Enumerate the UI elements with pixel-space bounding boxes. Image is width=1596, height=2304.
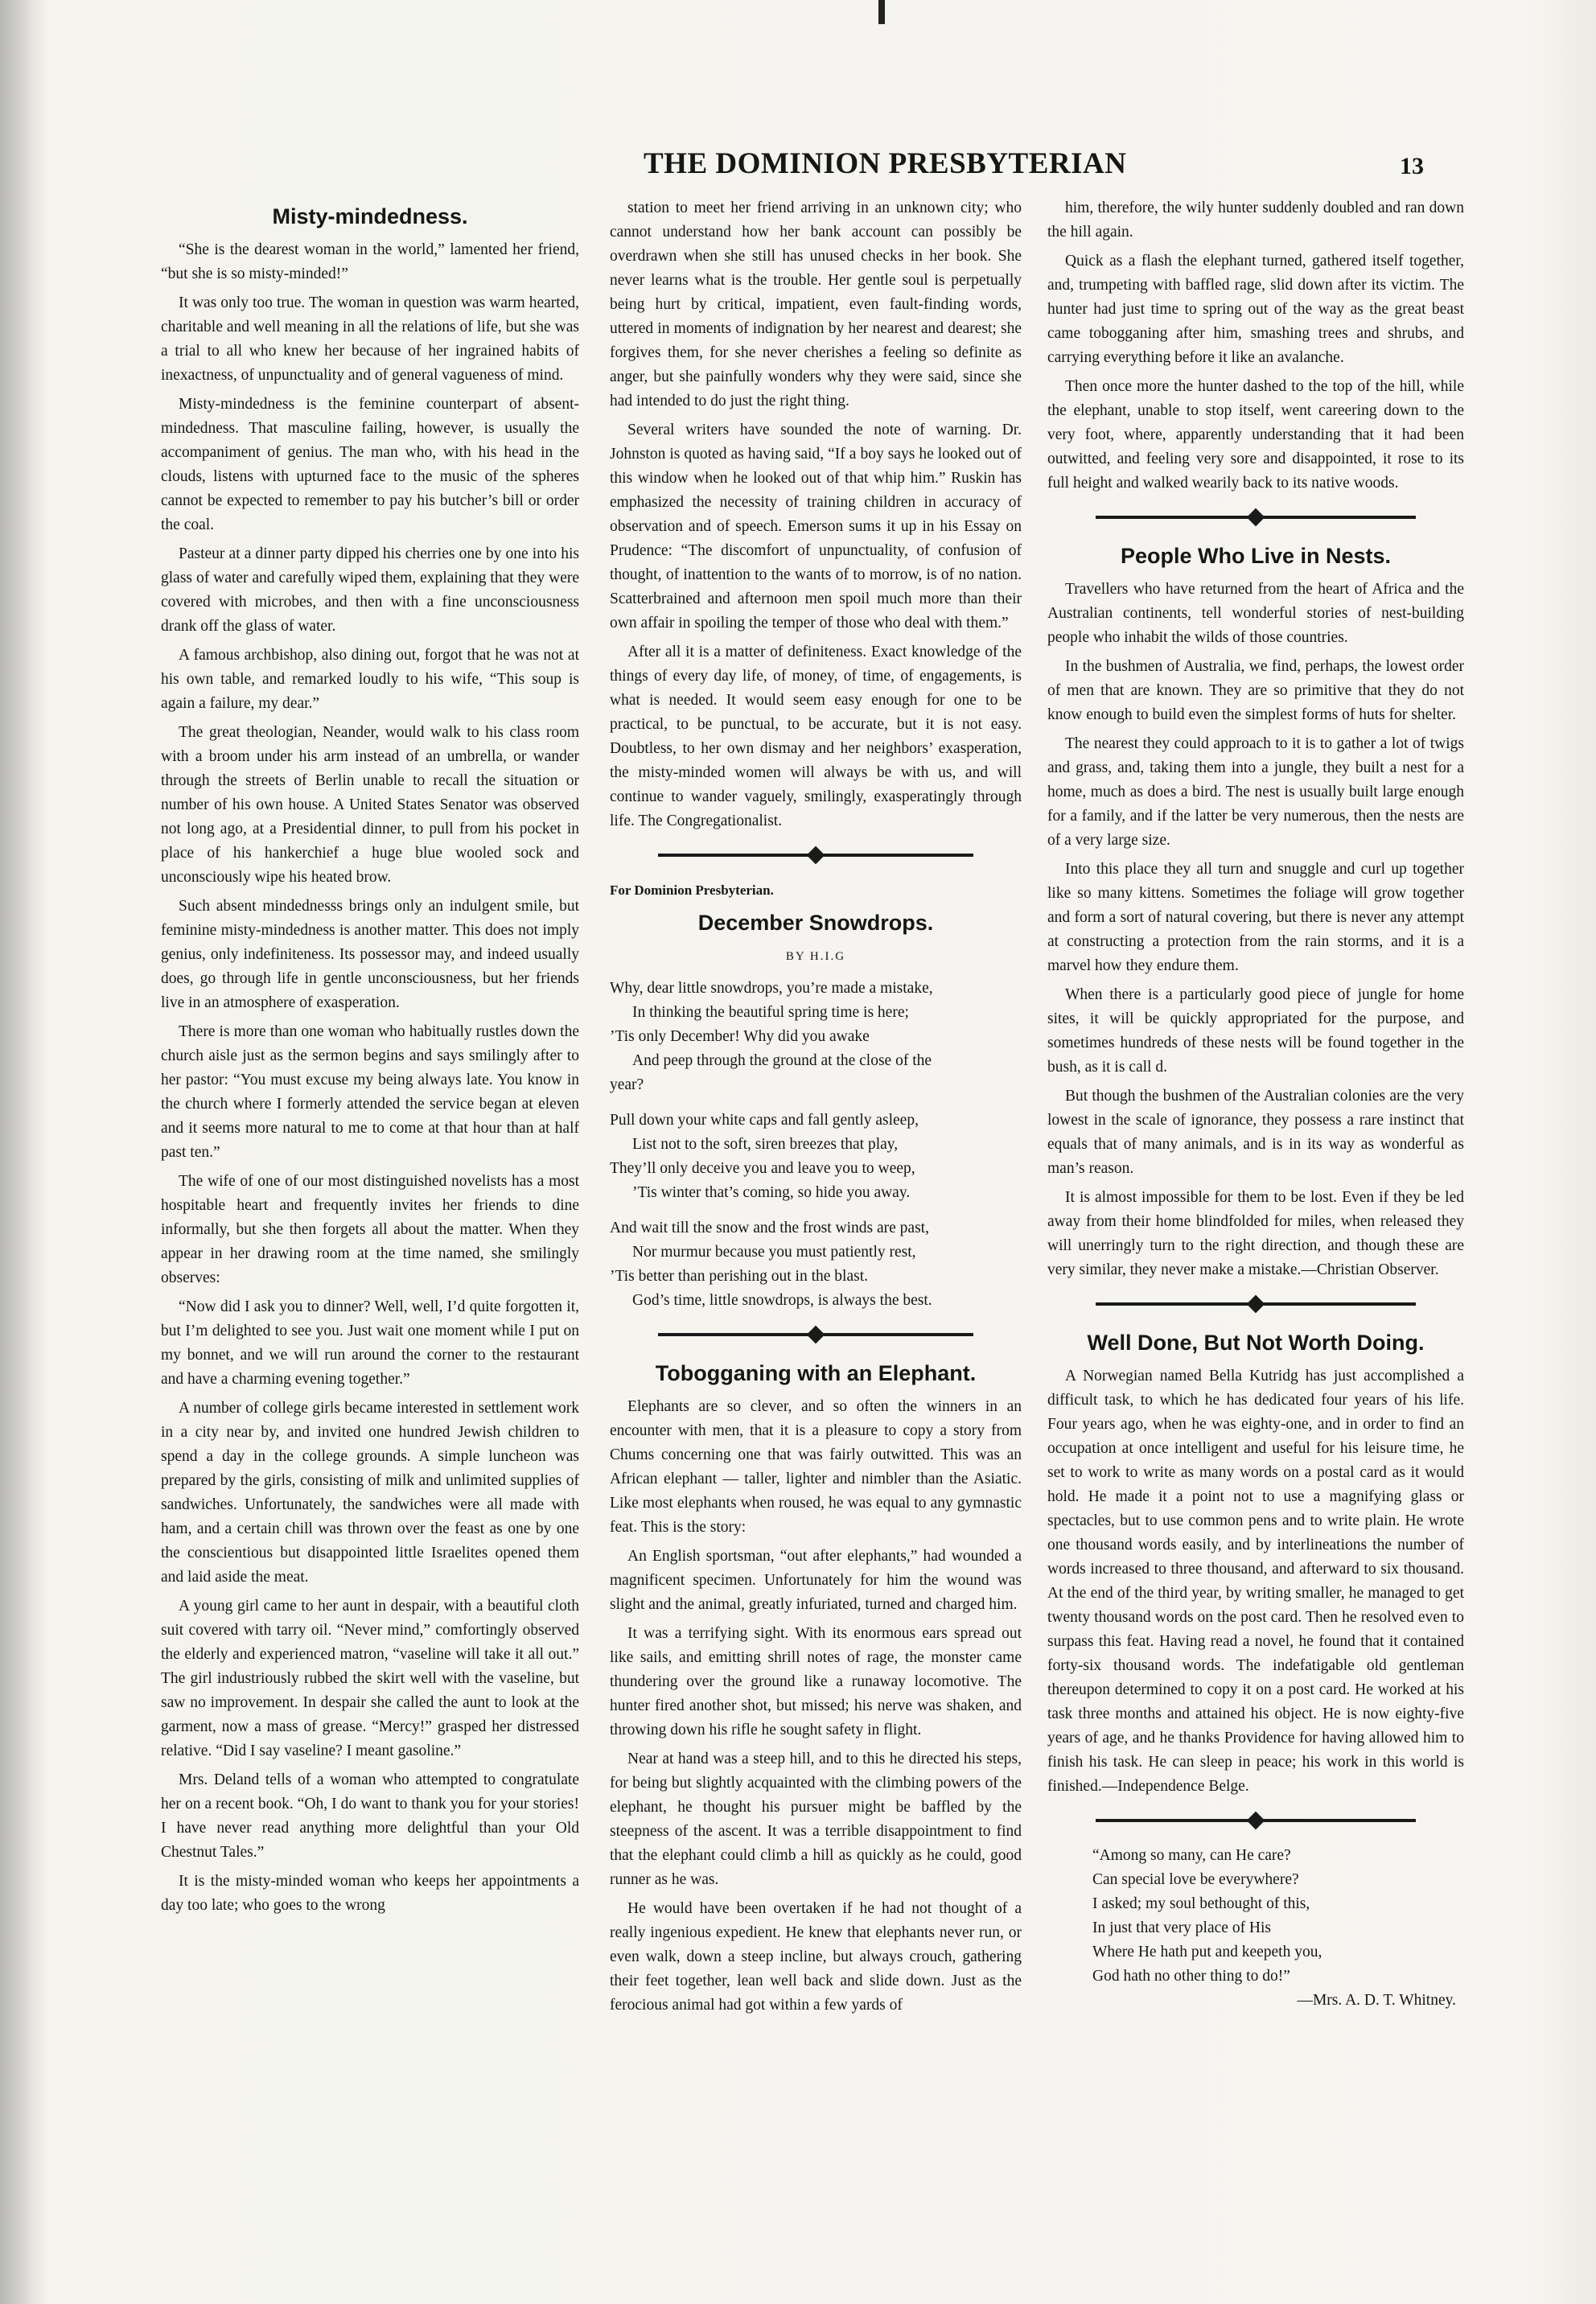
- quote-line: God hath no other thing to do!”: [1092, 1968, 1290, 1985]
- section-divider: [1096, 1812, 1416, 1829]
- paragraph: It was only too true. The woman in question was warm hearted, charitable and well meaning in all the relations of life, but she was a trial to all who knew her because of her ingrained habits of inexactness, of unpunctuality and of general vagueness of mind.: [161, 294, 579, 384]
- poem-line: List not to the soft, siren breezes that play,: [632, 1136, 899, 1153]
- column-1: [161, 196, 579, 2232]
- paragraph: A Norwegian named Bella Kutridg has just accomplished a difficult task, to which he has dedicated four years of his life. Four years ago, when he was eighty-one, and in order to find an occupation at once intelligent and useful for his leisure time, he set to work to write as many words on a postal card as it would hold. He made it a point not to use a magnifying glass or spectacles, but to use common pens and to write plain. He wrote one thousand words easily, and by interlineations the number of words increased to three thousand, and afterward to six thousand. At the end of the third year, by writing smaller, he managed to get twenty thousand words on the post card. Then he resolved even to surpass this feat. Having read a novel, he found that it contained forty-six thousand words. The indefatigable old gentleman thereupon determined to copy it on a post card. He worked at his task three months and attained his object. He is now eighty-five years of age, and he thanks Providence for having allowed him to finish his task. He can sleep in peace; his work in this world is finished.—Independence Belge.: [1047, 1368, 1464, 1795]
- paragraph: But though the bushmen of the Australian colonies are the very lowest in the scale of ignorance, they possess a rare instinct that equals that of many animals, and is in its way as wonderful as man’s reason.: [1047, 1088, 1464, 1177]
- poem-byline: BY H.I.G: [785, 950, 846, 963]
- poem-line: And wait till the snow and the frost winds are past,: [610, 1220, 929, 1236]
- paragraph: It was a terrifying sight. With its enormous ears spread out like sails, and emitting shrill notes of rage, the monster came thundering over the ground like a runaway locomotive. The hunter fired another shot, but missed; his nerve was shaken, and throwing down his rifle he sought safety in flight.: [610, 1625, 1022, 1738]
- paragraph: It is the misty-minded woman who keeps her appointments a day too late; who goes to the wrong: [161, 1873, 579, 1914]
- article-headline-elephant: Tobogganing with an Elephant.: [655, 1361, 977, 1385]
- section-divider: [1096, 508, 1416, 526]
- poem-stanza: [610, 977, 1022, 1097]
- paragraph: A number of college girls became interested in settlement work in a city near by, and invited one hundred Jewish children to spend a day in the college grounds. A simple luncheon was prepared by the girls, consisting of milk and unlimited supplies of sandwiches. Unfortunately, the sandwiches were all made with ham, and a certain chill was thrown over the feast as one by one the conscientious but disappointed little Israelites opened them and laid aside the meat.: [161, 1400, 579, 1586]
- paragraph: Travellers who have returned from the heart of Africa and the Australian continents, tell wonderful stories of nest-building people who inhabit the wilds of those countries.: [1047, 581, 1464, 646]
- paragraph: Then once more the hunter dashed to the top of the hill, while the elephant, unable to stop itself, went careering down to the very foot, where, apparently understanding that it had been outwitted, and feeling very sore and disappointed, it rose to its full height and walked wearily back to its native woods.: [1047, 378, 1464, 492]
- paragraph: He would have been overtaken if he had not thought of a really ingenious expedient. He knew that elephants never run, or even walk, down a steep incline, but always crouch, gathering their feet together, lean well back and slide down. Just as the ferocious animal had got within a few yards of: [610, 1900, 1022, 2014]
- paragraph: A famous archbishop, also dining out, forgot that he was not at his own table, and remarked loudly to his wife, “This soup is again a failure, my dear.”: [161, 647, 579, 712]
- poem-line: Pull down your white caps and fall gently asleep,: [610, 1112, 919, 1129]
- paragraph: Such absent mindednesss brings only an indulgent smile, but feminine misty-mindedness is another matter. This does not imply genius, only indefiniteness. Its possessor may, and indeed usually does, go through life in gentle unconsciousness, but her friends live in an atmosphere of exasperation.: [161, 898, 579, 1011]
- quote-lines: [1047, 1844, 1464, 1989]
- poem-line: ’Tis only December! Why did you awake: [610, 1028, 870, 1045]
- newspaper-title: THE DOMINION PRESBYTERIAN: [644, 147, 1127, 180]
- article-body-elephant-cont: [1047, 196, 1464, 496]
- binding-shadow: [0, 0, 48, 2304]
- paragraph: Mrs. Deland tells of a woman who attempted to congratulate her on a recent book. “Oh, I do want to thank you for your stories! I have never read anything more delightful than your Old Chestnut Tales.”: [161, 1771, 579, 1861]
- column-2: [610, 196, 1022, 2232]
- quote-line: Where He hath put and keepeth you,: [1092, 1944, 1322, 1960]
- paragraph: “She is the dearest woman in the world,” lamented her friend, “but she is so misty-minded!”: [161, 241, 579, 282]
- section-divider: [658, 1326, 973, 1343]
- poem-line: year?: [610, 1076, 644, 1093]
- paragraph: Several writers have sounded the note of warning. Dr. Johnston is quoted as having said, “If a boy says he looked out of this window when he looked out of that whip him.” Ruskin has emphasized the necessity of training children in accuracy of observation and of speech. Emerson sums it up in his Essay on Prudence: “The discomfort of unpunctuality, of confusion of thought, of inattention to the wants of to morrow, is of no nation. Scatterbrained and afternoon men spoil much more than their own affair in spoiling the temper of those who deal with them.”: [610, 422, 1022, 632]
- paragraph: Misty-mindedness is the feminine counterpart of absent-mindedness. That masculine failing, however, is usually the accompaniment of genius. The man who, with his head in the clouds, listens with upturned face to the music of the spheres cannot be expected to remember to pay his butcher’s bill or order the coal.: [161, 396, 579, 533]
- quote-line: Can special love be everywhere?: [1092, 1871, 1299, 1888]
- paragraph: It is almost impossible for them to be lost. Even if they be led away from their home blindfolded for miles, when released they will unerringly turn to the right direction, and though these are very similar, they never make a mistake.—Christian Observer.: [1047, 1189, 1464, 1278]
- paragraph: Into this place they all turn and snuggle and curl up together like so many kittens. Sometimes the foliage will grow together and form a sort of natural covering, but there is never any attempt at constructing a protection from the rain storms, and it is a marvel how they endure them.: [1047, 861, 1464, 974]
- paragraph: The wife of one of our most distinguished novelists has a most hospitable heart and frequently invites her friends to dine informally, but she then forgets all about the matter. When they appear in her drawing room at the time named, she smilingly observes:: [161, 1173, 579, 1286]
- article-headline-nests: People Who Live in Nests.: [1120, 544, 1392, 568]
- poem-line: In thinking the beautiful spring time is here;: [632, 1004, 909, 1021]
- paragraph: Quick as a flash the elephant turned, gathered itself together, and, trumpeting with baffled rage, slid down after its victim. The hunter had just time to spring out of the way as the great beast came tobogganing after him, smashing trees and shrubs, and carrying everything before it like an avalanche.: [1047, 253, 1464, 366]
- quote-line: I asked; my soul bethought of this,: [1092, 1895, 1310, 1912]
- quote-line: In just that very place of His: [1092, 1919, 1272, 1936]
- article-headline-well-done: Well Done, But Not Worth Doing.: [1087, 1331, 1425, 1355]
- quote-attribution: —Mrs. A. D. T. Whitney.: [1297, 1992, 1456, 2009]
- paragraph: After all it is a matter of definiteness. Exact knowledge of the things of every day life, of money, of time, of engagements, is what is needed. It would seem easy enough for one to be practical, to be punctual, to be accurate, but it is not easy. Doubtless, to her own dismay and her neighbors’ exasperation, the misty-minded women will always be with us, and will continue to wander vaguely, smilingly, exasperatingly through life. The Congregationalist.: [610, 644, 1022, 829]
- section-divider: [1096, 1295, 1416, 1313]
- article-body-elephant: [610, 1395, 1022, 2018]
- article-body-nests: [1047, 578, 1464, 1282]
- for-line: For Dominion Presbyterian.: [610, 883, 774, 898]
- column-3: [1047, 196, 1464, 2232]
- poem-line: God’s time, little snowdrops, is always the best.: [632, 1292, 932, 1309]
- closing-quote-poem: [1047, 1844, 1464, 2013]
- poem-line: ’Tis better than perishing out in the blast.: [610, 1268, 868, 1285]
- poem-line: Why, dear little snowdrops, you’re made a mistake,: [610, 980, 933, 997]
- section-divider: [658, 846, 973, 864]
- paragraph: station to meet her friend arriving in an unknown city; who cannot understand how her bank account can possibly be overdrawn when she still has unused checks in her book. She never learns what is the trouble. Her gentle soul is perpetually being hurt by critical, impatient, even fault-finding words, uttered in moments of indignation by her nearest and dearest; she forgives them, for she never cherishes a feeling so definite as anger, but she painfully wonders why they were said, since she had intended to do just the right thing.: [610, 200, 1022, 409]
- paragraph: In the bushmen of Australia, we find, perhaps, the lowest order of men that are known. They are so primitive that they do not know enough to build even the simplest forms of huts for shelter.: [1047, 658, 1464, 723]
- poem-headline-snowdrops: December Snowdrops.: [697, 911, 934, 935]
- poem-snowdrops: [610, 977, 1022, 1313]
- paragraph: Near at hand was a steep hill, and to this he directed his steps, for being but slightly acquainted with the climbing powers of the elephant, he thought his pursuer might be baffled by the steepness of the ascent. It was a terrible disappointment to find that the elephant could climb a hill as quickly as he could, good runner as he was.: [610, 1751, 1022, 1888]
- paragraph: The great theologian, Neander, would walk to his class room with a broom under his arm instead of an umbrella, or wander through the streets of Berlin unable to recall the situation or number of his own house. A United States Senator was observed not long ago, at a Presidential dinner, to pull from his pocket in place of his hankerchief a huge blue wooled sock and unconsciously wipe his heated brow.: [161, 724, 579, 886]
- top-mark: [878, 0, 885, 24]
- page-header: [563, 146, 1488, 187]
- article-body-well-done: [1047, 1364, 1464, 1799]
- poem-line: ’Tis winter that’s coming, so hide you away.: [632, 1184, 911, 1201]
- poem-line: They’ll only deceive you and leave you to weep,: [610, 1160, 915, 1177]
- paragraph: When there is a particularly good piece of jungle for home sites, it will be quickly appropriated for the purpose, and sometimes hundreds of these nests will be found together in the bush, as it is call d.: [1047, 986, 1464, 1076]
- poem-stanza: [610, 1109, 1022, 1205]
- poem-stanza: [610, 1216, 1022, 1313]
- poem-line: And peep through the ground at the close of the: [632, 1052, 932, 1069]
- paragraph: An English sportsman, “out after elephants,” had wounded a magnificent specimen. Unfortunately for him the wound was slight and the animal, greatly infuriated, turned and charged him.: [610, 1548, 1022, 1613]
- paragraph: Elephants are so clever, and so often the winners in an encounter with men, that it is a pleasure to copy a story from Chums concerning one that was fairly outwitted. This was an African elephant — taller, lighter and nimbler than the Asiatic. Like most elephants when roused, he was equal to any gymnastic feat. This is the story:: [610, 1398, 1022, 1536]
- paragraph: There is more than one woman who habitually rustles down the church aisle just as the sermon begins and says smilingly after to her pastor: “You must excuse my being always late. You know in the church where I formerly attended the service began at eleven and it seems more natural to me to come at that hour than at half past ten.”: [161, 1023, 579, 1161]
- paragraph: him, therefore, the wily hunter suddenly doubled and ran down the hill again.: [1047, 200, 1464, 241]
- paragraph: A young girl came to her aunt in despair, with a beautiful cloth suit covered with tarry oil. “Never mind,” comfortingly observed the elderly and experienced matron, “vaseline will take it all out.” The girl industriously rubbed the skirt well with the vaseline, but saw no improvement. In despair she called the aunt to look at the garment, now a mass of grease. “Mercy!” grasped her distressed relative. “Did I say vaseline? I meant gasoline.”: [161, 1598, 579, 1759]
- paragraph: Pasteur at a dinner party dipped his cherries one by one into his glass of water and carefully wiped them, explaining that they were covered with microbes, and then with a fine unconsciousness drank off the glass of water.: [161, 545, 579, 635]
- poem-line: Nor murmur because you must patiently rest,: [632, 1244, 916, 1261]
- article-headline-misty: Misty-mindedness.: [272, 204, 468, 228]
- article-body-misty: [161, 238, 579, 1918]
- quote-line: “Among so many, can He care?: [1092, 1847, 1291, 1864]
- article-body-misty-cont: [610, 196, 1022, 833]
- page-number: 13: [1400, 153, 1424, 179]
- paragraph: “Now did I ask you to dinner? Well, well, I’d quite forgotten it, but I’m delighted to see you. Just wait one moment while I put on my bonnet, and we will run around the corner to the restaurant and have a charming evening together.”: [161, 1298, 579, 1388]
- paragraph: The nearest they could approach to it is to gather a lot of twigs and grass, and, taking them into a jungle, they built a nest for a home, much as does a bird. The nest is usually built large enough for a family, and if the latter be very numerous, then the nests are of a very large size.: [1047, 735, 1464, 849]
